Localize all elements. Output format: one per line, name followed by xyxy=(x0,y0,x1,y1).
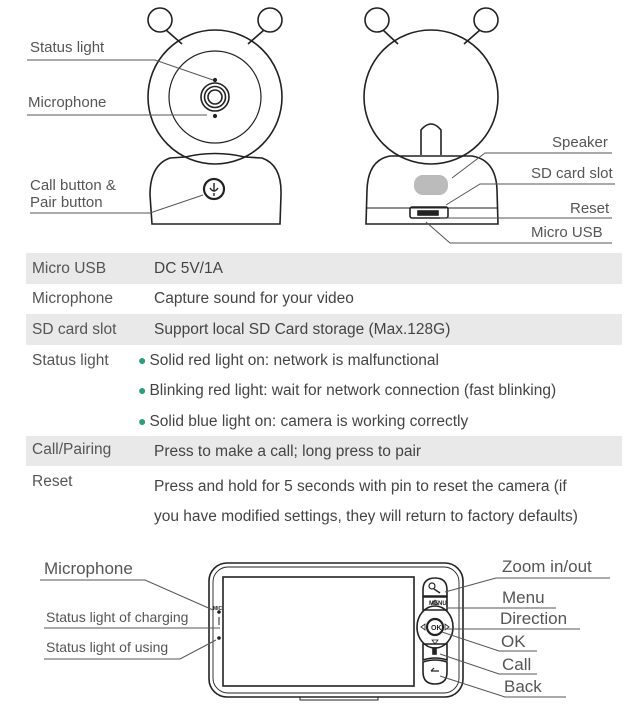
label-micro-usb: Micro USB xyxy=(531,224,603,241)
bullet-icon: ● xyxy=(138,352,147,368)
table-row xyxy=(26,436,622,466)
label-monitor-microphone: Microphone xyxy=(44,559,133,578)
bullet-item xyxy=(138,413,468,431)
label-call-button: Call button & xyxy=(30,177,116,194)
menu-button: MENU xyxy=(429,601,447,607)
table-row xyxy=(26,314,622,345)
row-value: Press to make a call; long press to pair xyxy=(154,443,422,460)
monitor-illustration xyxy=(209,563,463,700)
table-row xyxy=(26,253,622,284)
label-pair-button: Pair button xyxy=(30,194,103,211)
bullet-text: Solid red light on: network is malfunctional xyxy=(149,352,439,369)
bullet-icon: ● xyxy=(138,382,147,398)
row-value-line: Press and hold for 5 seconds with pin to reset the camera (if xyxy=(154,478,567,495)
bullet-icon: ● xyxy=(138,413,147,429)
bullet-item xyxy=(138,382,556,400)
label-status-light: Status light xyxy=(30,39,105,56)
row-key: SD card slot xyxy=(32,321,117,338)
table-row xyxy=(26,345,622,436)
label-zoom: Zoom in/out xyxy=(502,557,592,576)
row-value: Support local SD Card storage (Max.128G) xyxy=(154,321,451,338)
label-call: Call xyxy=(502,655,532,674)
label-using-light: Status light of using xyxy=(46,639,169,655)
label-reset: Reset xyxy=(570,200,610,217)
row-key: Micro USB xyxy=(32,260,107,277)
label-speaker: Speaker xyxy=(552,134,608,151)
label-ok: OK xyxy=(501,632,526,651)
row-value: Capture sound for your video xyxy=(154,290,354,307)
label-direction: Direction xyxy=(500,609,568,628)
label-menu: Menu xyxy=(502,588,545,607)
row-key: Status light xyxy=(32,352,109,369)
bullet-text: Blinking red light: wait for network connection (fast blinking) xyxy=(149,382,557,399)
bullet-item xyxy=(138,352,439,370)
table-row xyxy=(26,466,622,530)
camera-front-illustration xyxy=(148,8,282,224)
label-charging-light: Status light of charging xyxy=(46,609,189,625)
row-key: Reset xyxy=(32,473,73,490)
label-sd-card-slot: SD card slot xyxy=(531,165,613,182)
row-key: Call/Pairing xyxy=(32,441,112,458)
bullet-text: Solid blue light on: camera is working correctly xyxy=(149,413,469,430)
label-microphone: Microphone xyxy=(28,94,107,111)
ok-button: OK xyxy=(431,625,442,632)
row-value-line: you have modified settings, they will return to factory defaults) xyxy=(154,508,578,525)
row-key: Microphone xyxy=(32,290,113,307)
label-back: Back xyxy=(504,677,542,696)
row-value: DC 5V/1A xyxy=(154,260,223,277)
table-row xyxy=(26,284,622,314)
speaker-grille-icon xyxy=(414,175,448,195)
mic-label: MIC xyxy=(213,606,223,612)
